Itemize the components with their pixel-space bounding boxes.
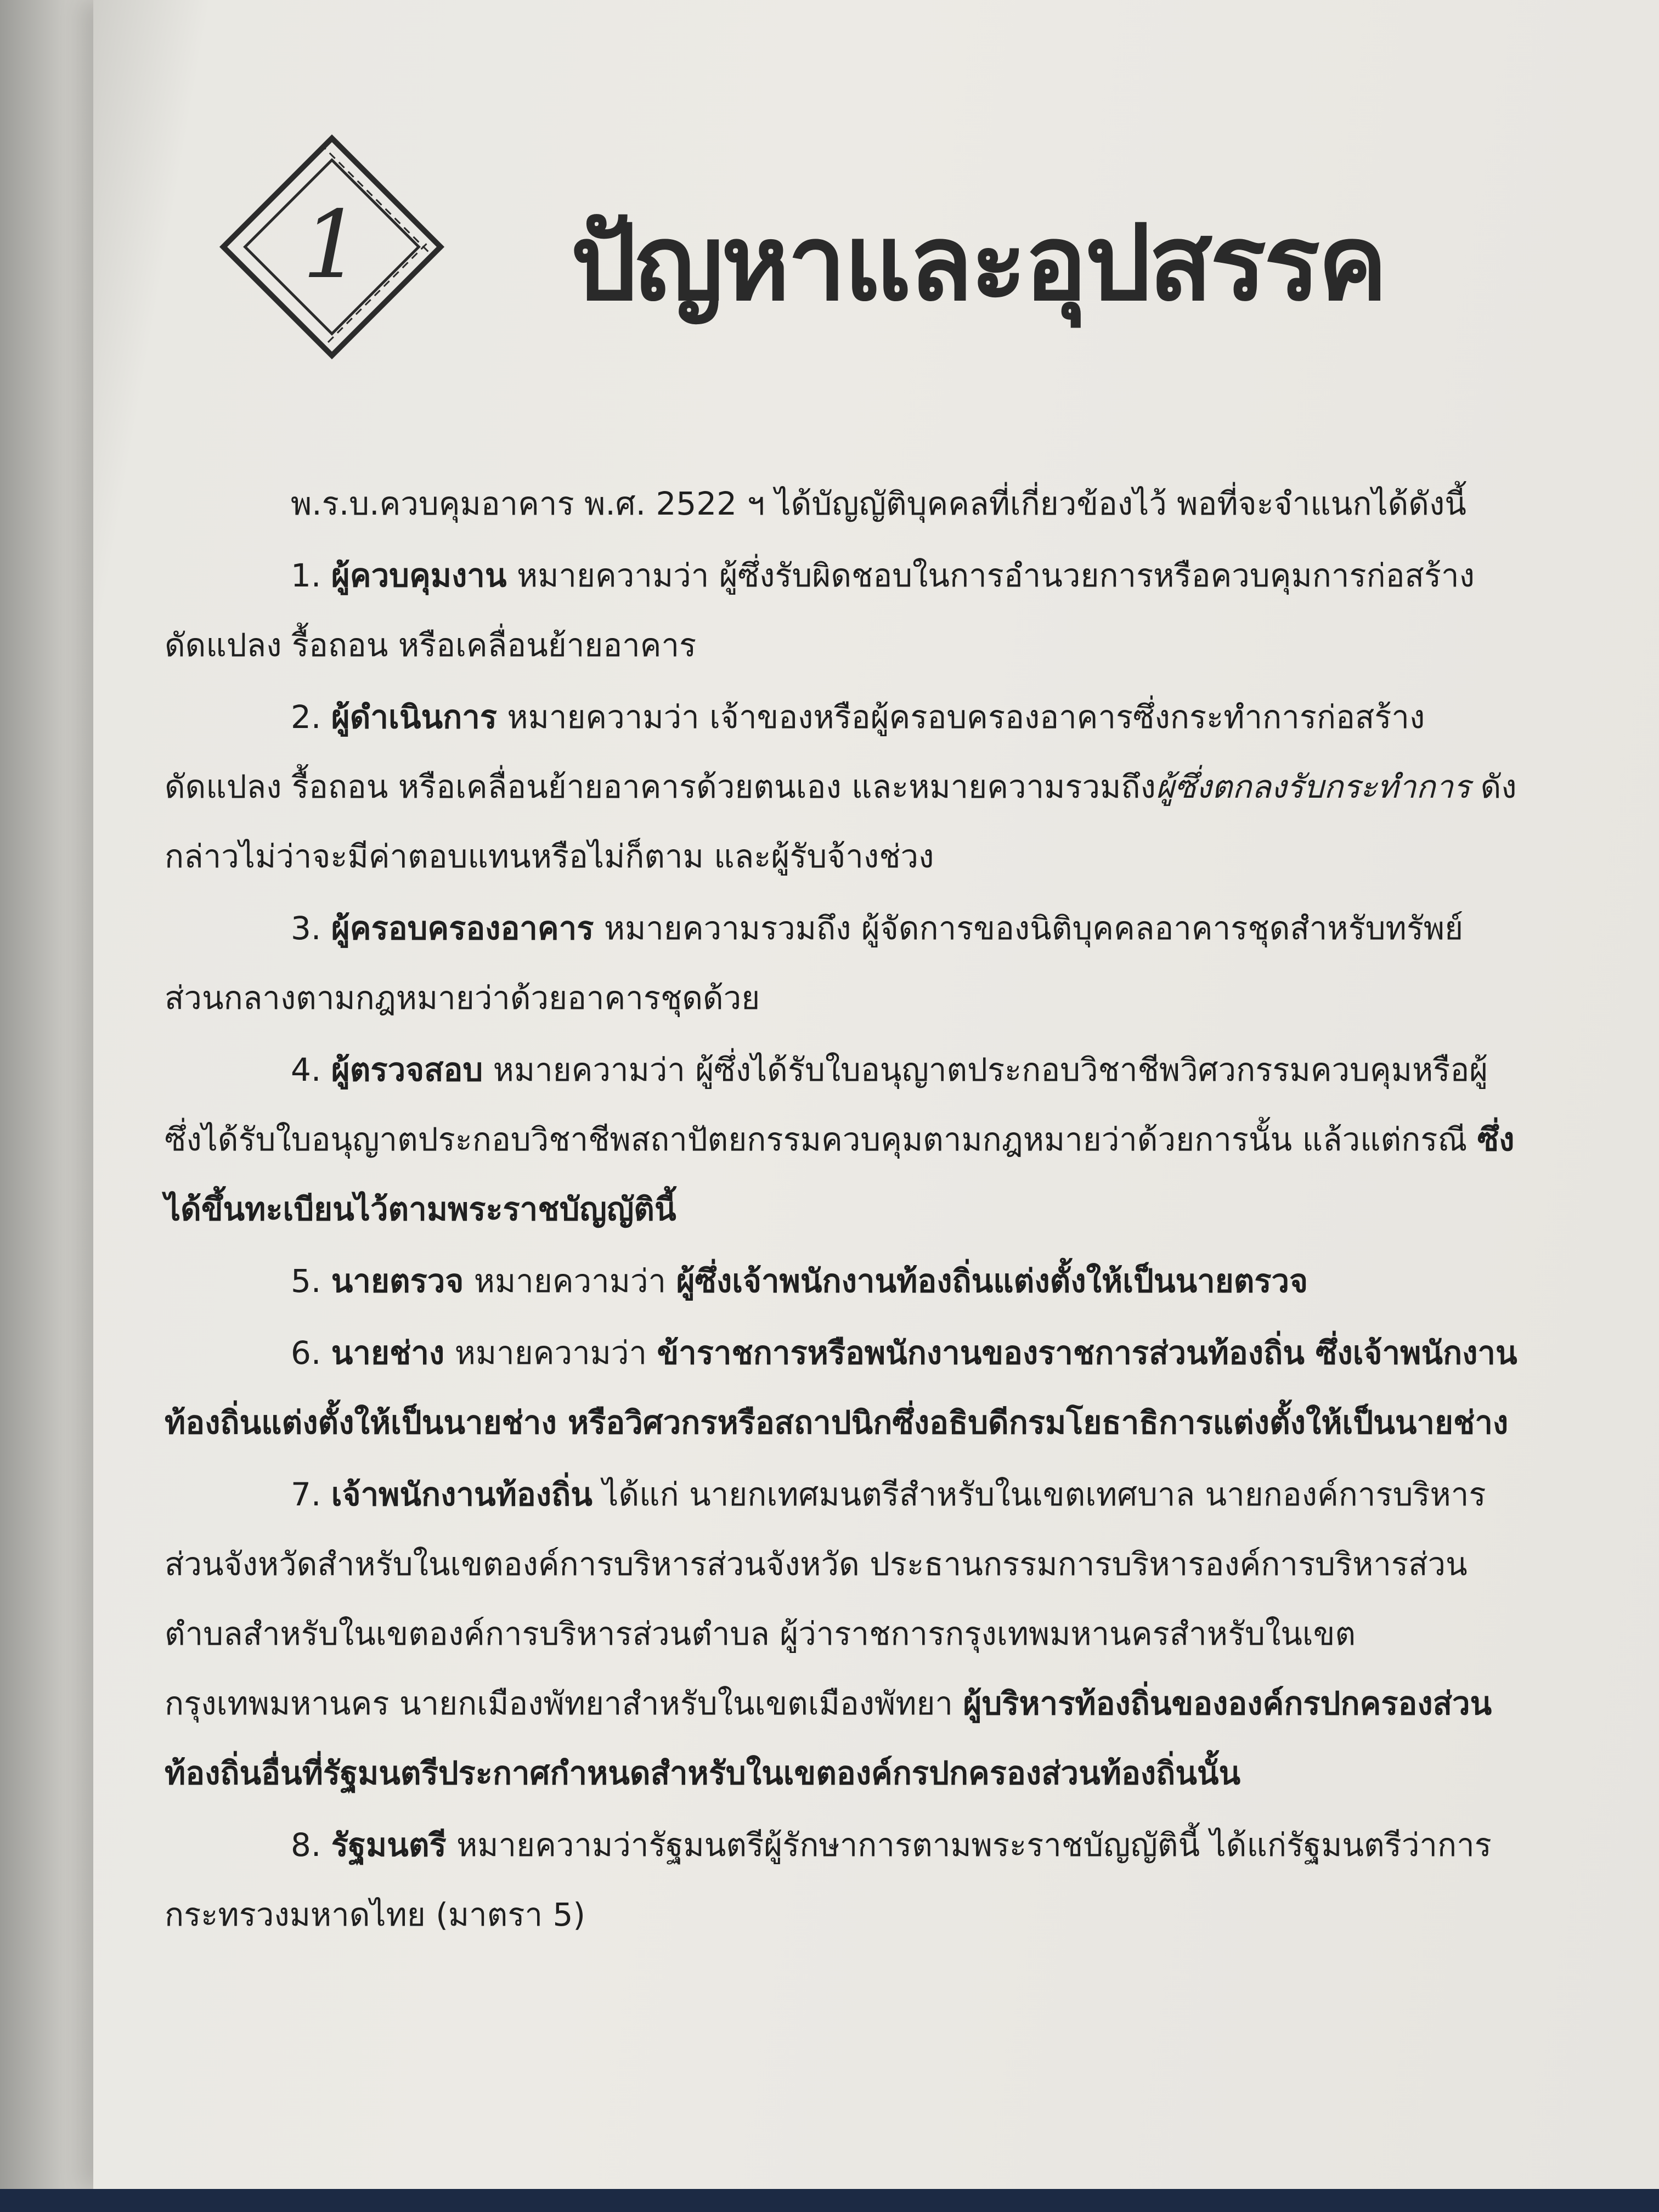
item-definition: หมายความว่ารัฐมนตรีผู้รักษาการตามพระราชบัญญัตินี้ ได้แก่รัฐมนตรีว่าการกระทรวงมหาดไทย (มาตรา 5) [165,1826,1492,1933]
item-definition-cont: ดังกล่าวไม่ว่าจะมีค่าตอบแทนหรือไม่ก็ตาม และผู้รับจ้างช่วง [165,768,1517,875]
item-definition: หมายความว่า ผู้ซึ่งรับผิดชอบในการอำนวยการหรือควบคุมการก่อสร้าง ดัดแปลง รื้อถอน หรือเคลื่อนย้ายอาคาร [165,557,1475,664]
background-fabric [0,2189,1659,2212]
chapter-number: 1 [302,191,362,300]
item-number: 7. [291,1476,321,1513]
definition-item-6 [165,1318,1520,1458]
definition-item-5 [165,1246,1520,1316]
item-term: นายช่าง [331,1334,445,1372]
item-number: 3. [291,910,321,947]
item-definition-bold: ผู้บริหารท้องถิ่นขององค์กรปกครองส่วนท้องถิ่นอื่นที่รัฐมนตรีประกาศกำหนดสำหรับในเขตองค์กรปกครองส่วนท้องถิ่นนั้น [165,1685,1492,1792]
definition-item-8 [165,1810,1520,1950]
definition-item-7 [165,1460,1520,1808]
item-definition-italic: ผู้ซึ่งตกลงรับกระทำการ [1155,768,1471,805]
definition-item-1 [165,541,1520,680]
item-term: ผู้ควบคุมงาน [331,557,507,594]
chapter-title: ปัญหาและอุปสรรค [571,202,1386,324]
definition-item-3 [165,894,1520,1033]
item-number: 8. [291,1826,321,1864]
item-number: 6. [291,1334,321,1372]
item-term: รัฐมนตรี [331,1826,447,1864]
item-definition: หมายความรวมถึง ผู้จัดการของนิติบุคคลอาคารชุดสำหรับทรัพย์ส่วนกลางตามกฎหมายว่าด้วยอาคารชุดด้วย [165,910,1464,1017]
intro-paragraph: พ.ร.บ.ควบคุมอาคาร พ.ศ. 2522 ฯ ได้บัญญัติบุคคลที่เกี่ยวข้องไว้ พอที่จะจำแนกได้ดังนี้ [291,485,1466,522]
item-term: ผู้ตรวจสอบ [331,1051,483,1088]
diamond-badge-icon [214,132,450,362]
item-number: 4. [291,1051,321,1088]
item-term: นายตรวจ [331,1262,464,1300]
item-definition-bold: ซึ่งได้ขึ้นทะเบียนไว้ตามพระราชบัญญัตินี้ [165,1121,1515,1228]
item-definition: ได้แก่ นายกเทศมนตรีสำหรับในเขตเทศบาล นายกองค์การบริหารส่วนจังหวัดสำหรับในเขตองค์การบริหารส่วนจังหวัด ประธานกรรมการบริหารองค์การบริหารส่วนตำบลสำหรับในเขตองค์การบริหารส่วนตำบล ผู้ว่าราชการกรุงเทพมหานครสำหรับในเขตกรุงเทพมหานคร นายกเมืองพัทยาสำหรับในเขตเมืองพัทยา [165,1476,1486,1722]
item-definition-bold: ผู้ซึ่งเจ้าพนักงานท้องถิ่นแต่งตั้งให้เป็นนายตรวจ [676,1262,1308,1300]
item-definition: หมายความว่า ผู้ซึ่งได้รับใบอนุญาตประกอบวิชาชีพวิศวกรรมควบคุมหรือผู้ซึ่งได้รับใบอนุญาตประกอบวิชาชีพสถาปัตยกรรมควบคุมตามกฎหมายว่าด้วยการนั้น แล้วแต่กรณี [165,1051,1488,1158]
item-term: ผู้ดำเนินการ [331,698,497,736]
item-term: ผู้ครอบครองอาคาร [331,910,594,947]
item-definition-bold: ข้าราชการหรือพนักงานของราชการส่วนท้องถิ่น ซึ่งเจ้าพนักงานท้องถิ่นแต่งตั้งให้เป็นนายช่าง หรือวิศวกรหรือสถาปนิกซึ่งอธิบดีกรมโยธาธิการแต่งตั้งให้เป็นนายช่าง [165,1334,1517,1441]
item-definition: หมายความว่า [473,1262,667,1300]
definition-item-2 [165,682,1520,891]
item-term: เจ้าพนักงานท้องถิ่น [331,1476,592,1513]
item-number: 5. [291,1262,321,1300]
definition-item-4 [165,1035,1520,1244]
chapter-number-badge [214,132,450,362]
document-body [165,469,1520,1952]
item-number: 2. [291,698,321,736]
item-definition: หมายความว่า [454,1334,647,1372]
item-number: 1. [291,557,321,594]
item-definition: หมายความว่า เจ้าของหรือผู้ครอบครองอาคารซึ่งกระทำการก่อสร้าง ดัดแปลง รื้อถอน หรือเคลื่อนย้ายอาคารด้วยตนเอง และหมายความรวมถึง [165,698,1425,805]
